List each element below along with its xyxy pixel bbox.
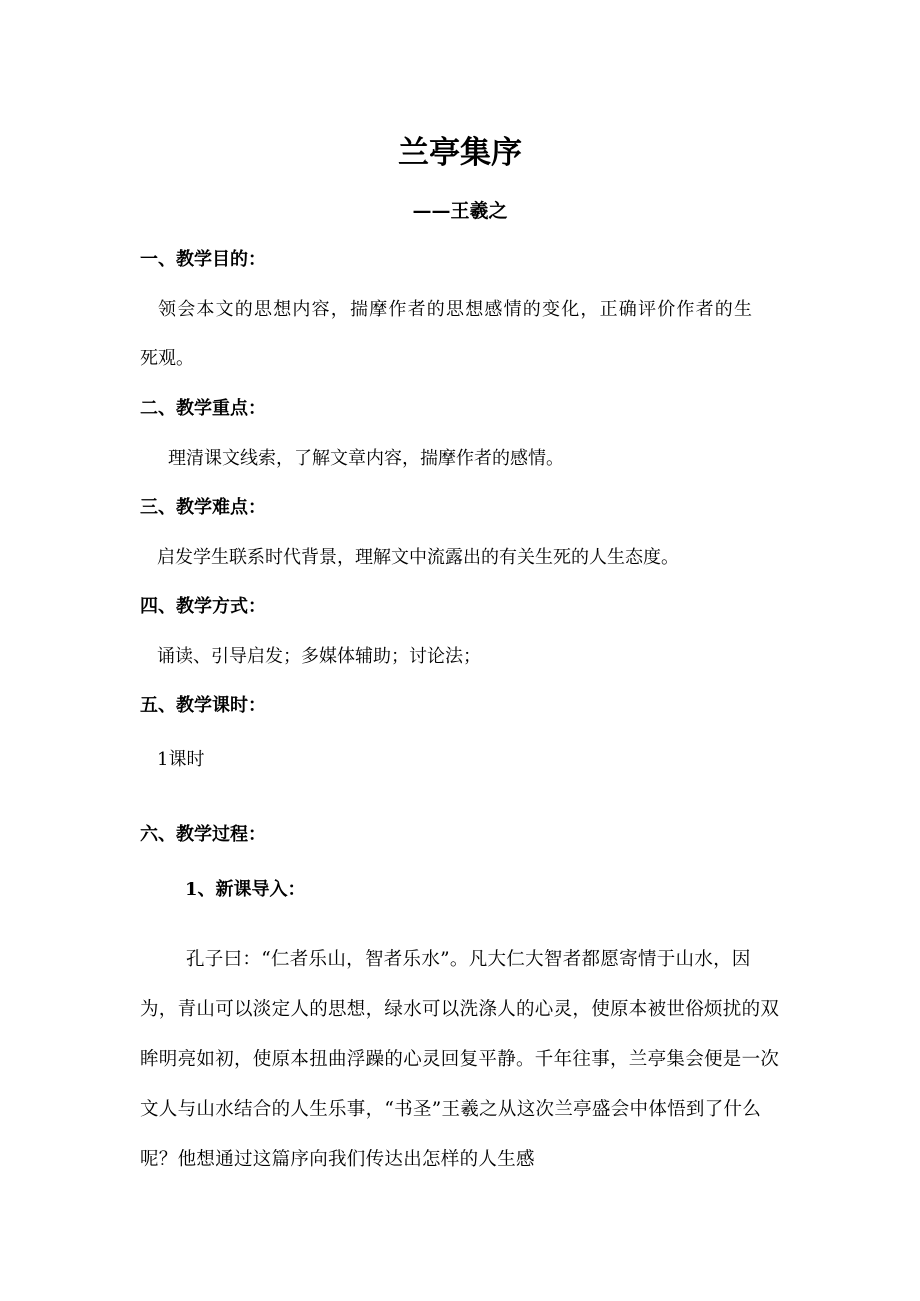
section-text-class-hours: 1课时: [157, 749, 205, 770]
section-text-methods: 诵读、引导启发；多媒体辅助；讨论法；: [157, 646, 481, 667]
section-heading-methods: 四、教学方式：: [140, 596, 266, 617]
section-text-objectives-cont: 死观。: [140, 348, 194, 369]
section-heading-difficulties: 三、教学难点：: [140, 497, 266, 518]
section-text-objectives: 领会本文的思想内容，揣摩作者的思想感情的变化，正确评价作者的生: [158, 299, 754, 320]
section-heading-class-hours: 五、教学课时：: [140, 695, 266, 716]
author-line: ——王羲之: [412, 200, 508, 222]
section-heading-key-points: 二、教学重点：: [140, 398, 266, 419]
intro-paragraph: 孔子曰：“仁者乐山，智者乐水”。凡大仁大智者都愿寄情于山水，因为，青山可以淡定人的思想，绿水可以洗涤人的心灵，使原本被世俗烦扰的双眸明亮如初，使原本扭曲浮躁的心灵回复平静。千年往事，兰亭集会便是一次文人与山水结合的人生乐事，“书圣”王羲之从这次兰亭盛会中体悟到了什么呢？他想通过这篇序向我们传达出怎样的人生感: [140, 949, 780, 1170]
section-text-difficulties: 启发学生联系时代背景，理解文中流露出的有关生死的人生态度。: [157, 547, 679, 568]
section-text-key-points: 理清课文线索，了解文章内容，揣摩作者的感情。: [168, 448, 564, 469]
process-subheading-intro: 1、新课导入：: [185, 879, 306, 900]
document-title: 兰亭集序: [398, 135, 522, 171]
section-heading-process: 六、教学过程：: [140, 824, 266, 845]
section-heading-objectives: 一、教学目的：: [140, 249, 266, 270]
